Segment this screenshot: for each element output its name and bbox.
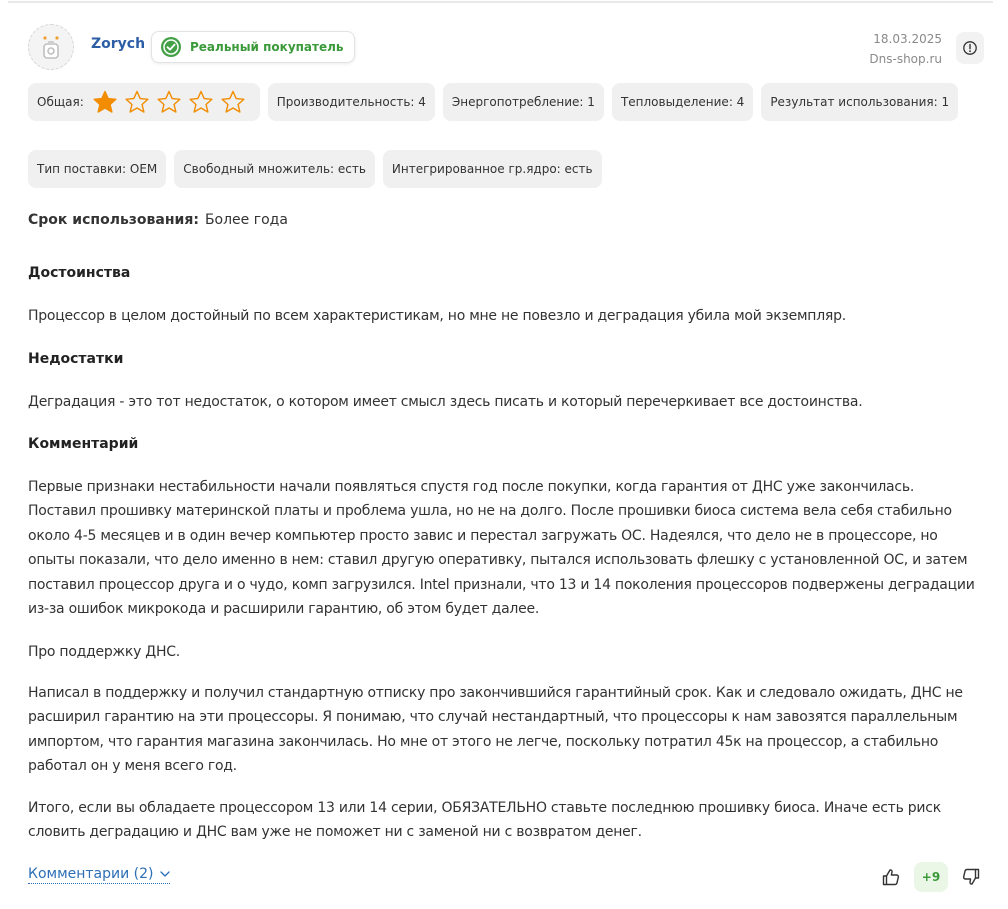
cons-text: Деградация - это тот недостаток, о котором имеет смысл здесь писать и который перечеркивает все достоинства. (28, 394, 863, 410)
chip-integrated-graphics: Интегрированное гр.ядро: есть (383, 150, 602, 188)
chevron-down-icon (160, 870, 170, 878)
avatar[interactable] (28, 24, 74, 70)
overall-rating-label: Общая: (37, 95, 84, 109)
usage-period (28, 212, 288, 228)
star-icon (220, 89, 246, 115)
overall-rating-chip (28, 83, 260, 121)
chip-delivery-type: Тип поставки: OEM (28, 150, 166, 188)
review-meta (869, 29, 942, 69)
cons-heading: Недостатки (28, 351, 124, 367)
chip-performance: Производительность: 4 (268, 83, 435, 121)
info-icon (962, 40, 978, 56)
chip-power-consumption: Энергопотребление: 1 (443, 83, 604, 121)
verified-badge-icon (160, 36, 182, 58)
comment-paragraph-1: Первые признаки нестабильности начали появляться спустя год после покупки, когда гарантия от ДНС уже закончилась. Поставил прошивку материнской платы и проблема ушла, но не на долго. После прошивки биоса система вела себя стабильно около 4-5 месяцев и в один вечер компьютер просто завис и перестал загружать ОС. Надеялся, что дело не в процессоре, но опыты показали, что дело именно в нем: ставил другую оперативку, пытался использовать флешку с установленной ОС, и затем поставил процессор друга и о чудо, комп загрузился. Intel признали, что 13 и 14 поколения процессоров подвержены деградации из-за ошибок микрокода и расширили гарантию, об этом будет далее. (28, 479, 975, 618)
author-name[interactable]: Zorych (91, 36, 146, 52)
top-divider (8, 1, 993, 3)
spec-chips-row (28, 150, 602, 188)
dislike-button[interactable] (960, 866, 982, 888)
comment-paragraph-4: Итого, если вы обладаете процессором 13 или 14 серии, ОБЯЗАТЕЛЬНО ставьте последнюю прошивку биоса. Иначе есть риск словить деградацию и ДНС вам уже не поможет ни с заменой ни с возвратом денег. (28, 800, 941, 841)
chip-heat: Тепловыделение: 4 (612, 83, 753, 121)
chip-usage-result: Результат использования: 1 (761, 83, 958, 121)
comments-link-label: Комментарии (2) (28, 866, 154, 882)
comments-toggle-link[interactable] (28, 866, 170, 884)
comment-paragraph-2: Про поддержку ДНС. (28, 644, 181, 660)
like-button[interactable] (880, 866, 902, 888)
usage-period-value: Более года (204, 212, 288, 228)
vote-controls (880, 862, 982, 892)
star-icon (92, 89, 118, 115)
rating-chips-row (28, 83, 958, 121)
pros-text: Процессор в целом достойный по всем характеристикам, но мне не повезло и деградация убила мой экземпляр. (28, 308, 846, 324)
usage-period-label: Срок использования: (28, 212, 199, 228)
chip-unlocked-multiplier: Свободный множитель: есть (174, 150, 375, 188)
star-rating (92, 89, 246, 115)
thumbs-up-icon (881, 867, 901, 887)
report-button[interactable] (956, 32, 984, 64)
star-icon (124, 89, 150, 115)
star-icon (188, 89, 214, 115)
pros-heading: Достоинства (28, 265, 131, 281)
thumbs-down-icon (961, 867, 981, 887)
review-header (28, 24, 984, 70)
avatar-placeholder-icon (29, 25, 73, 69)
vote-count: +9 (914, 862, 948, 892)
review-date: 18.03.2025 (873, 32, 942, 46)
badge-label: Реальный покупатель (190, 40, 344, 54)
comment-heading: Комментарий (28, 436, 139, 452)
comment-paragraph-3: Написал в поддержку и получил стандартную отписку про закончившийся гарантийный срок. Как и следовало ожидать, ДНС не расширил гарантию на эти процессоры. Я понимаю, что случай нестандартный, что процессоры к нам завозятся параллельным импортом, что гарантия магазина закончилась. Но мне от этого не легче, поскольку потратил 45к на процессор, а стабильно работал он у меня всего год. (28, 685, 963, 775)
verified-buyer-badge (151, 31, 355, 63)
review-source: Dns-shop.ru (869, 52, 942, 66)
star-icon (156, 89, 182, 115)
